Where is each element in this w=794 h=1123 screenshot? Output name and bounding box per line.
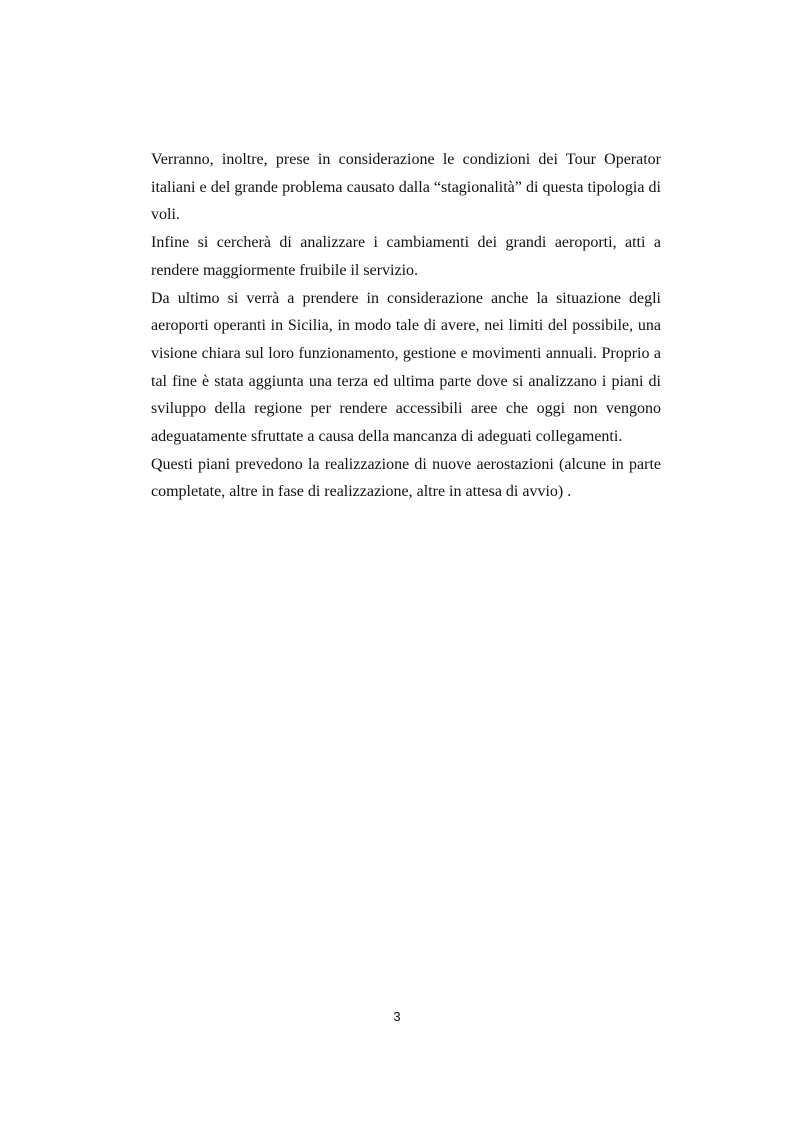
text-line: voli. [151, 206, 180, 224]
paragraph-piani [151, 451, 661, 506]
text-line: sviluppo della regione per rendere accessibili aree che oggi non vengono [151, 400, 661, 418]
paragraph-tour-operator [151, 146, 661, 229]
text-line: italiani e del grande problema causato dalla “stagionalità” di questa tipologia di [151, 178, 661, 196]
text-line: completate, altre in fase di realizzazione, altre in attesa di avvio) . [151, 483, 572, 501]
text-line: Verranno, inoltre, prese in considerazione le condizioni dei Tour Operator [151, 151, 661, 168]
text-line: Da ultimo si verrà a prendere in considerazione anche la situazione degli [151, 289, 661, 307]
text-line: tal fine è stata aggiunta una terza ed ultima parte dove si analizzano i piani di [151, 372, 661, 390]
text-line: Questi piani prevedono la realizzazione di nuove aerostazioni (alcune in parte [151, 455, 661, 473]
page-number: 3 [393, 1009, 401, 1024]
text-line: visione chiara sul loro funzionamento, gestione e movimenti annuali. Proprio a [151, 344, 661, 362]
text-line: Infine si cercherà di analizzare i cambiamenti dei grandi aeroporti, atti a [151, 234, 661, 252]
text-line: aeroporti operanti in Sicilia, in modo tale di avere, nei limiti del possibile, una [151, 317, 661, 335]
text-line: adeguatamente sfruttate a causa della mancanza di adeguati collegamenti. [151, 428, 623, 446]
text-line: rendere maggiormente fruibile il servizio. [151, 261, 419, 279]
body-text [151, 146, 661, 506]
paragraph-sicilia [151, 285, 661, 451]
paragraph-aeroporti [151, 229, 661, 284]
